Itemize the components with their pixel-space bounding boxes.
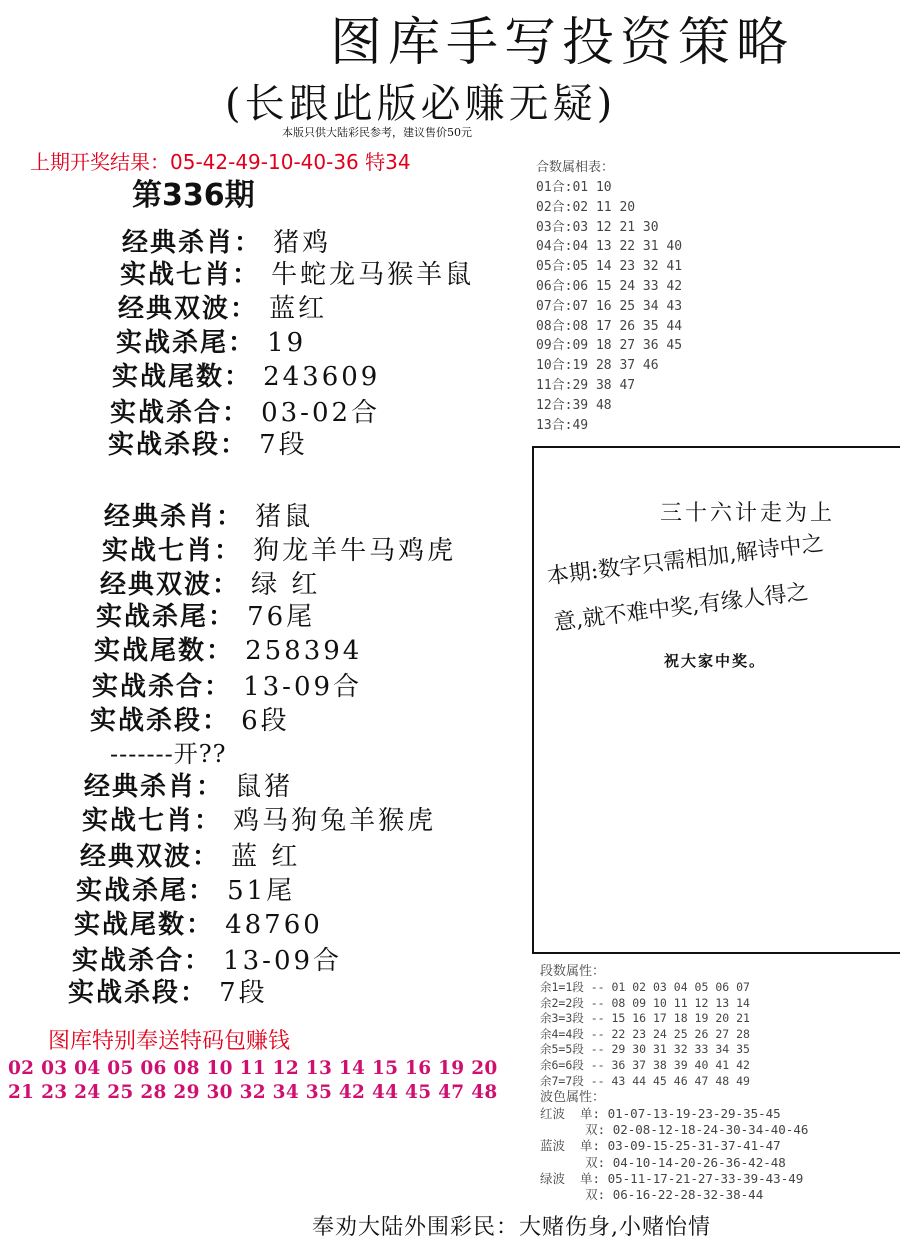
prediction-line <box>68 972 268 1009</box>
bo-table-header: 波色属性： <box>540 1090 606 1105</box>
line-value: 03-02合 <box>261 398 381 428</box>
line-label: 实战杀段： <box>90 706 231 736</box>
duan-row: 余7=7段 -- 43 44 45 46 47 48 49 <box>540 1073 750 1088</box>
issue-number: 第336期 <box>132 178 255 213</box>
he-table <box>536 178 682 435</box>
page-title: 图库手写投资策略 <box>330 13 795 73</box>
prediction-line <box>82 800 436 837</box>
prediction-line <box>112 356 380 393</box>
prediction-line <box>74 904 323 941</box>
line-value: 6段 <box>241 706 290 736</box>
line-label: 实战杀段： <box>108 430 249 460</box>
line-value: 狗龙羊牛马鸡虎 <box>253 536 457 566</box>
gift-header: 图库特别奉送特码包赚钱 <box>48 1029 291 1054</box>
line-label: 经典杀肖： <box>104 502 245 532</box>
he-row: 09合:09 18 27 36 45 <box>536 338 683 354</box>
gift-numbers-row-1: 02 03 04 05 06 08 10 11 12 13 14 15 16 19 20 <box>8 1058 498 1079</box>
line-label: 实战杀尾： <box>96 602 237 632</box>
line-label: 实战尾数： <box>74 910 215 940</box>
riddle-line-1: 本期:数字只需相加,解诗中之 <box>545 531 825 590</box>
prediction-line <box>116 322 306 359</box>
line-label: 实战七肖： <box>102 536 243 566</box>
bo-row: 红波 单: 01-07-13-19-23-29-35-45 <box>540 1106 781 1121</box>
duan-row: 余4=4段 -- 22 23 24 25 26 27 28 <box>540 1026 750 1041</box>
last-result: 上期开奖结果：05-42-49-10-40-36 特34 <box>30 150 411 174</box>
line-label: 实战尾数： <box>112 362 253 392</box>
line-label: 经典双波： <box>80 842 221 872</box>
line-value: 13-09合 <box>243 672 363 702</box>
prediction-line <box>118 288 327 325</box>
riddle-title: 三十六计走为上 <box>660 501 836 526</box>
he-row: 01合:01 10 <box>536 180 612 195</box>
duan-table-header: 段数属性： <box>540 964 606 979</box>
prediction-line <box>102 530 456 567</box>
line-label: 实战杀段： <box>68 978 209 1008</box>
line-value: 51尾 <box>227 876 296 906</box>
line-value: 鼠猪 <box>235 772 294 802</box>
gift-numbers-row-2: 21 23 24 25 28 29 30 32 34 35 42 44 45 47 48 <box>8 1082 498 1103</box>
prediction-line <box>120 254 474 291</box>
duan-table <box>540 980 750 1089</box>
bo-row: 双: 02-08-12-18-24-30-34-40-46 <box>540 1122 809 1138</box>
he-row: 11合:29 38 47 <box>536 377 636 393</box>
line-label: 实战杀尾： <box>76 876 217 906</box>
line-label: 实战杀合： <box>92 672 233 702</box>
he-row: 02合:02 11 20 <box>536 199 636 215</box>
he-row: 12合:39 48 <box>536 397 612 413</box>
prediction-line <box>104 496 313 533</box>
duan-row: 余5=5段 -- 29 30 31 32 33 34 35 <box>540 1042 750 1057</box>
he-row: 10合:19 28 37 46 <box>536 358 659 374</box>
price-note: 本版只供大陆彩民参考，建议售价50元 <box>282 126 472 139</box>
bo-row: 双: 04-10-14-20-26-36-42-48 <box>540 1154 786 1170</box>
line-label: 实战杀尾： <box>116 328 257 358</box>
prediction-line <box>90 700 290 737</box>
prediction-line <box>80 836 300 873</box>
prediction-line <box>94 630 362 667</box>
line-value: 243609 <box>263 362 381 392</box>
line-label: 实战尾数： <box>94 636 235 666</box>
he-table-header: 合数属相表： <box>536 160 615 175</box>
line-label: 经典杀肖： <box>84 772 225 802</box>
footer-slogan: 奉劝大陆外围彩民：大赌伤身,小赌怡情 <box>312 1215 711 1240</box>
line-value: 鸡马狗兔羊猴虎 <box>233 806 437 836</box>
line-label: 经典双波： <box>100 570 241 600</box>
duan-row: 余6=6段 -- 36 37 38 39 40 41 42 <box>540 1057 750 1072</box>
prediction-line <box>96 596 315 633</box>
page-subtitle: (长跟此版必赚无疑) <box>225 81 617 127</box>
he-row: 03合:03 12 21 30 <box>536 219 659 235</box>
line-value: 48760 <box>225 910 323 940</box>
he-row: 07合:07 16 25 34 43 <box>536 298 683 314</box>
line-label: 经典杀肖： <box>122 228 263 258</box>
bo-row: 双: 06-16-22-28-32-38-44 <box>540 1187 764 1203</box>
line-value: 蓝 红 <box>231 842 301 872</box>
riddle-blessing: 祝大家中奖。 <box>664 652 767 670</box>
line-label: 实战杀合： <box>110 398 251 428</box>
line-value: 13-09合 <box>223 946 343 976</box>
riddle-line-2: 意,就不难中奖,有缘人得之 <box>552 579 810 636</box>
separator-line: -------开?? <box>110 740 227 768</box>
line-label: 实战杀合： <box>72 946 213 976</box>
line-label: 经典双波： <box>118 294 259 324</box>
line-value: 牛蛇龙马猴羊鼠 <box>271 260 475 290</box>
line-value: 76尾 <box>247 602 316 632</box>
bo-row: 绿波 单: 05-11-17-21-27-33-39-43-49 <box>540 1170 804 1186</box>
prediction-line <box>92 666 362 703</box>
duan-row: 余1=1段 -- 01 02 03 04 05 06 07 <box>540 980 750 994</box>
line-value: 猪鸡 <box>273 228 332 258</box>
he-row: 13合:49 <box>536 417 589 433</box>
duan-row: 余2=2段 -- 08 09 10 11 12 13 14 <box>540 995 750 1010</box>
bo-table <box>540 1106 808 1203</box>
line-value: 绿 红 <box>251 570 321 600</box>
line-value: 7段 <box>219 978 268 1008</box>
prediction-line <box>76 870 295 907</box>
line-value: 7段 <box>259 430 308 460</box>
line-value: 19 <box>267 328 307 358</box>
line-label: 实战七肖： <box>82 806 223 836</box>
he-row: 04合:04 13 22 31 40 <box>536 239 683 255</box>
prediction-line <box>84 766 293 803</box>
bo-row: 蓝波 单: 03-09-15-25-31-37-41-47 <box>540 1138 781 1154</box>
he-row: 08合:08 17 26 35 44 <box>536 318 683 334</box>
prediction-line <box>108 424 308 461</box>
he-row: 05合:05 14 23 32 41 <box>536 259 683 275</box>
line-label: 实战七肖： <box>120 260 261 290</box>
line-value: 猪鼠 <box>255 502 314 532</box>
he-row: 06合:06 15 24 33 42 <box>536 278 683 294</box>
duan-row: 余3=3段 -- 15 16 17 18 19 20 21 <box>540 1011 750 1026</box>
line-value: 蓝红 <box>269 294 328 324</box>
line-value: 258394 <box>245 636 363 666</box>
